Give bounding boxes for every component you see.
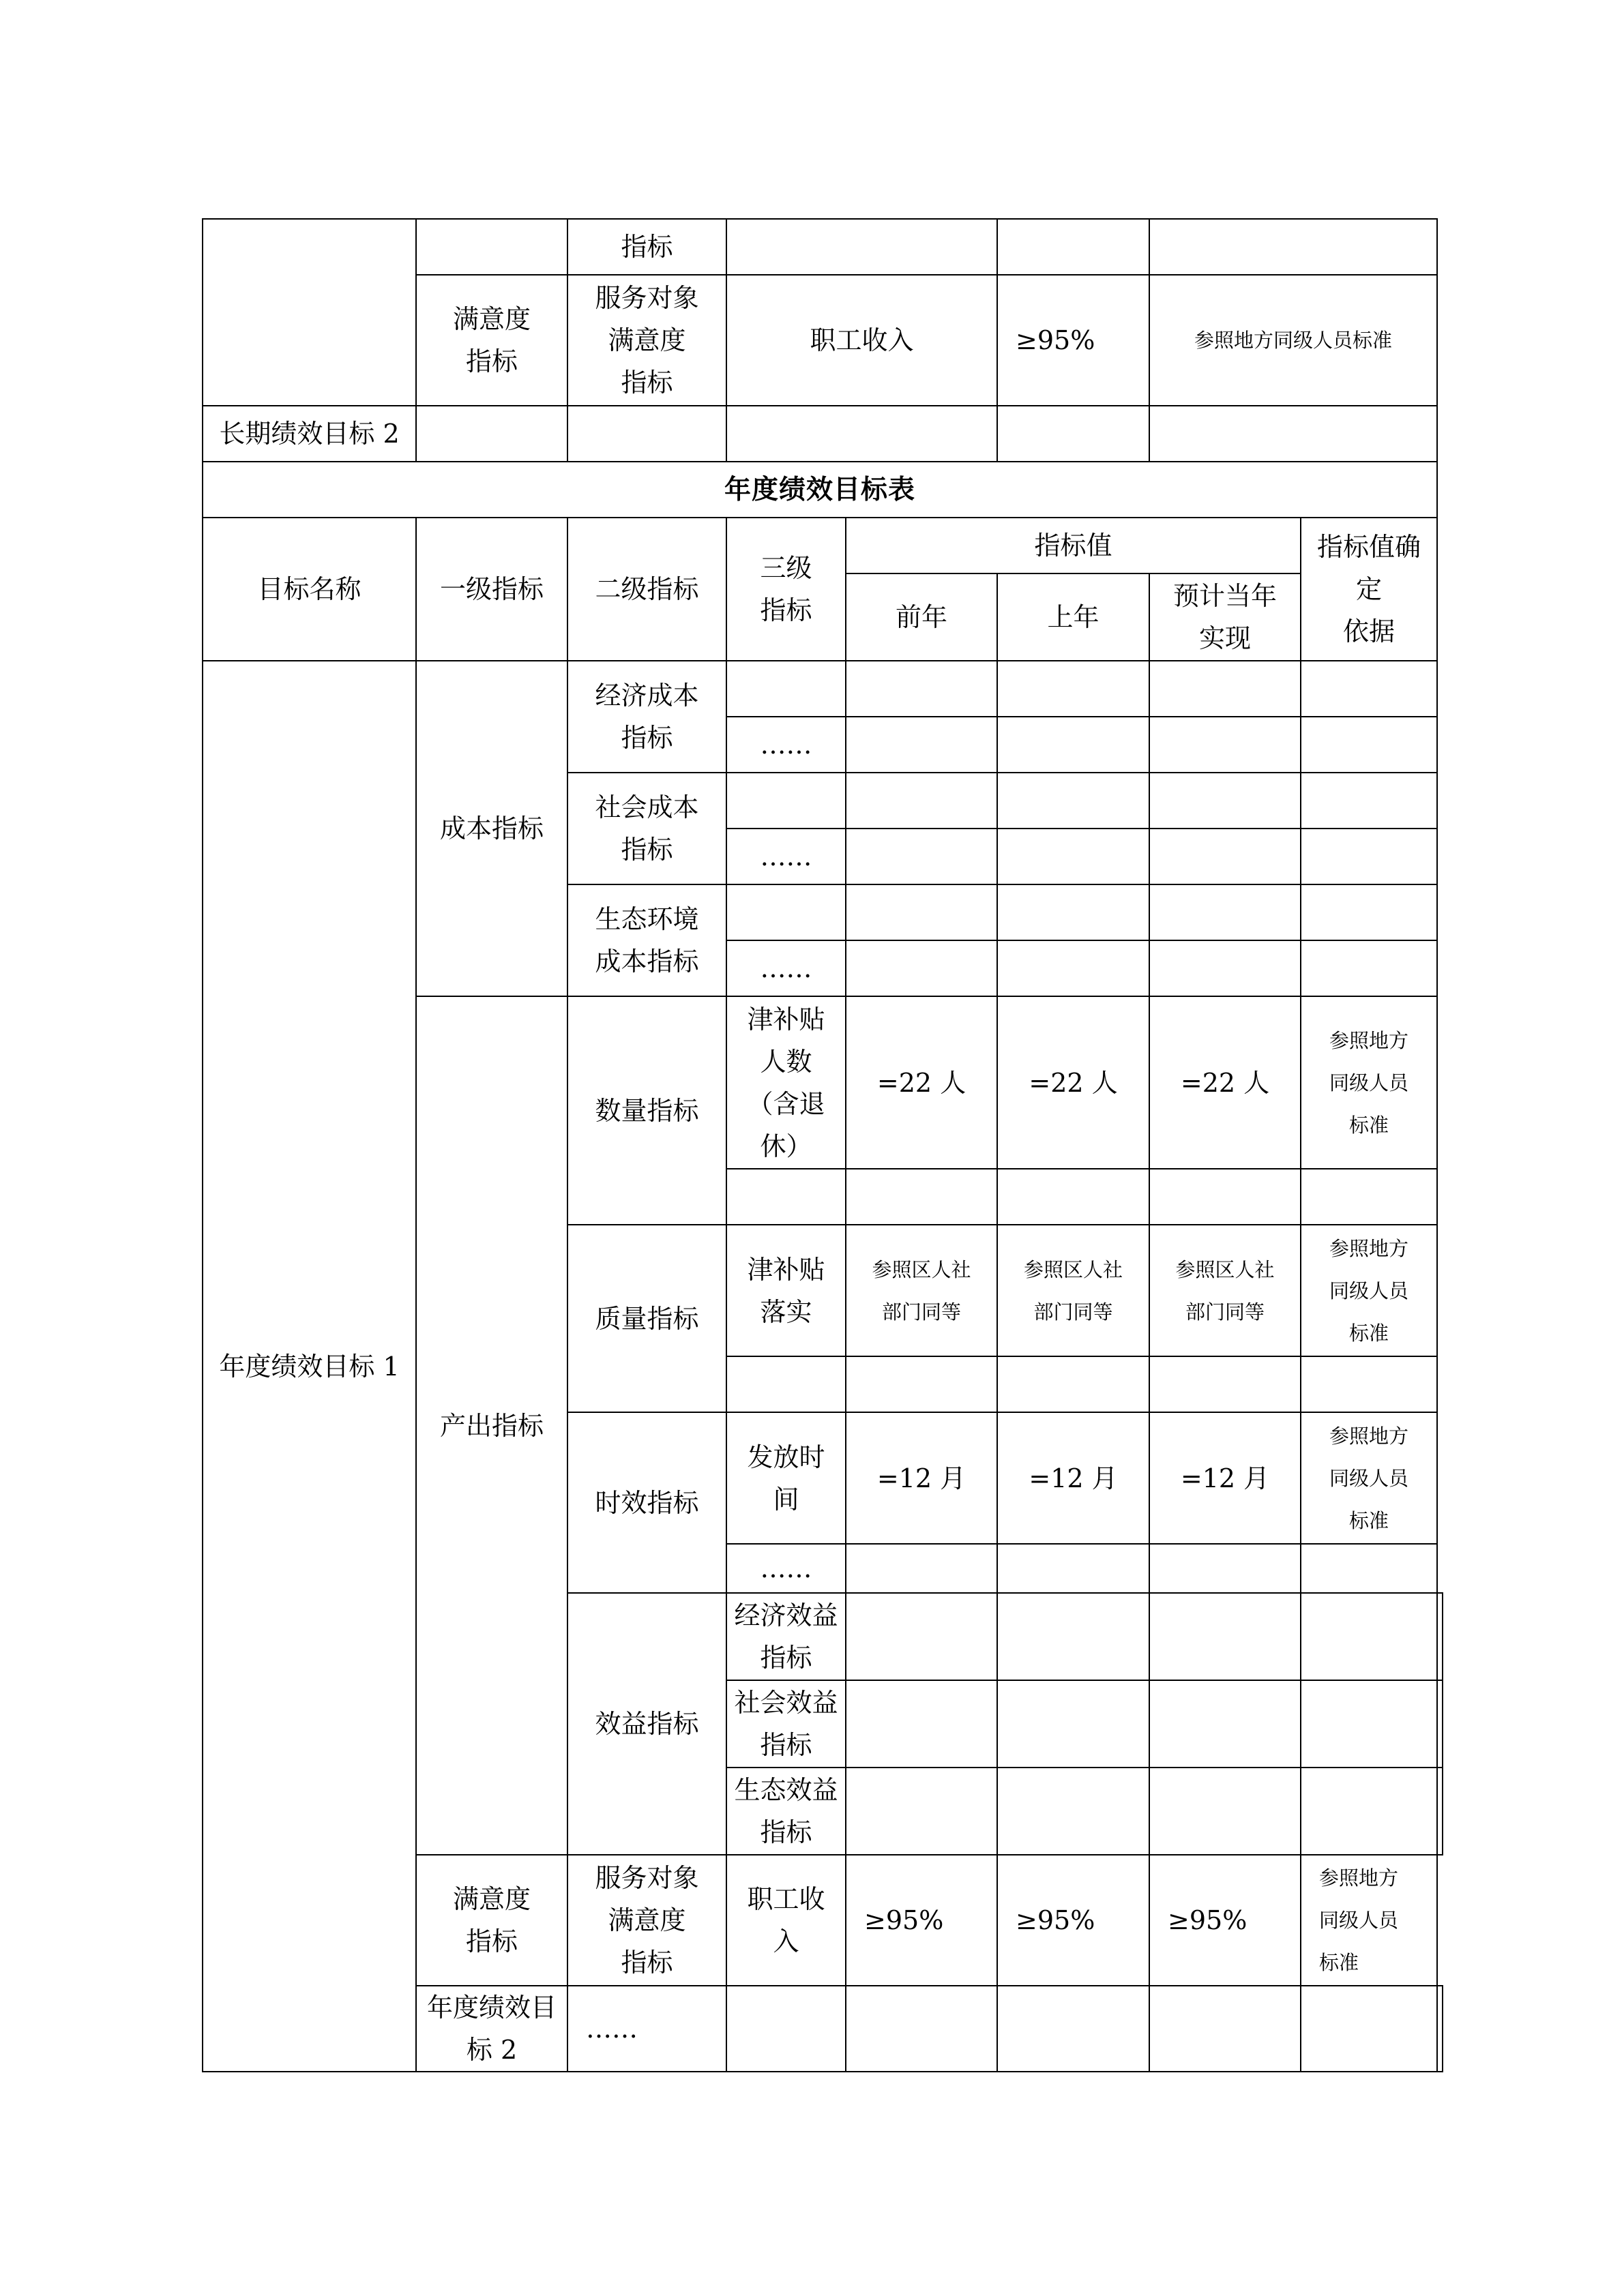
ecological-benefit-label: 生态效益 指标 [726,1768,846,1855]
satisfaction-level2: 服务对象 满意度 指标 [567,1855,726,1986]
header-indicator-value: 指标值 [846,518,1301,573]
level3-cell [726,406,997,462]
expected-cell: 参照区人社 部门同等 [1149,1225,1301,1356]
level3-cell [726,1169,846,1225]
table-row [203,661,1443,717]
prev-year-cell [846,940,997,996]
long-term-goal-2-label: 长期绩效目标 2 [203,406,416,462]
basis-cell: 参照地方 同级人员 标准 [1301,1225,1437,1356]
annual-goal-1-label: 年度绩效目标 1 [203,661,416,2072]
value-cell [997,219,1149,275]
level3-ellipsis: …… [726,717,846,773]
header-last-year: 上年 [997,573,1149,661]
level3-cell [726,773,846,829]
basis-cell: 参照地方 同级人员 标准 [1301,996,1437,1169]
expected-cell [1149,829,1301,884]
output-indicator-label: 产出指标 [416,996,567,1855]
expected-cell [1149,1169,1301,1225]
basis-cell [1149,219,1437,275]
header-level1: 一级指标 [416,518,567,661]
last-year-cell [997,884,1149,940]
basis-cell [1301,884,1437,940]
header-level3: 三级 指标 [726,518,846,661]
last-year-cell [997,661,1149,717]
level3-cell [846,1986,997,2072]
header-expected: 预计当年 实现 [1149,573,1301,661]
header-basis: 指标值确 定 依据 [1301,518,1437,661]
prev-year-cell: =22 人 [846,996,997,1169]
last-year-cell [997,1356,1149,1412]
basis-cell [1301,1169,1437,1225]
basis-cell [1301,661,1437,717]
level3-cell [726,1356,846,1412]
prev-year-cell [997,1593,1149,1680]
benefit-indicator-label: 效益指标 [567,1593,726,1855]
table-row [203,219,1443,275]
expected-cell [1301,1768,1437,1855]
level3-ellipsis: …… [726,829,846,884]
prev-year-cell [997,1768,1149,1855]
expected-cell [1301,1986,1437,2072]
expected-cell: ≥95% [1149,1855,1301,1986]
last-year-cell: 参照区人社 部门同等 [997,1225,1149,1356]
prev-year-cell [846,1544,997,1593]
level1-ellipsis: …… [567,1986,726,2072]
level2-cell: 指标 [567,219,726,275]
expected-cell: =12 月 [1149,1412,1301,1544]
basis-cell [1437,1680,1443,1768]
basis-cell [1301,829,1437,884]
expected-cell [1149,717,1301,773]
level3-cell [846,1593,997,1680]
prev-year-cell [846,717,997,773]
annual-table-title: 年度绩效目标表 [203,462,1437,518]
prev-year-cell [846,661,997,717]
prev-year-cell [846,773,997,829]
quantity-level3: 津补贴 人数 （含退 休） [726,996,846,1169]
quantity-indicator-label: 数量指标 [567,996,726,1225]
social-benefit-label: 社会效益 指标 [726,1680,846,1768]
level3-ellipsis: …… [726,1544,846,1593]
table-row [203,406,1443,462]
level3-cell [846,1768,997,1855]
expected-cell [1149,1544,1301,1593]
last-year-cell [1149,1680,1301,1768]
table-row [203,462,1443,518]
basis-cell [1149,406,1437,462]
level3-ellipsis: …… [726,940,846,996]
prev-year-cell [846,1169,997,1225]
last-year-cell [997,1169,1149,1225]
level2-cell: 服务对象 满意度 指标 [567,275,726,406]
level1-cell [416,219,567,275]
level3-cell [726,661,846,717]
basis-cell [1301,1356,1437,1412]
value-cell [997,406,1149,462]
social-cost-label: 社会成本 指标 [567,773,726,884]
ecological-cost-label: 生态环境 成本指标 [567,884,726,996]
annual-goal-2-label: 年度绩效目标 2 [416,1986,567,2072]
basis-cell: 参照地方 同级人员 标准 [1301,1855,1437,1986]
basis-cell [1437,1768,1443,1855]
last-year-cell [997,717,1149,773]
header-goal-name: 目标名称 [203,518,416,661]
last-year-cell [997,773,1149,829]
value-cell: ≥95% [997,275,1149,406]
last-year-cell: =12 月 [997,1412,1149,1544]
last-year-cell [997,940,1149,996]
header-prev-year: 前年 [846,573,997,661]
last-year-cell [997,1544,1149,1593]
expected-cell [1149,1356,1301,1412]
basis-cell [1301,773,1437,829]
performance-goal-table [202,218,1443,2072]
timeliness-indicator-label: 时效指标 [567,1412,726,1593]
basis-cell [1301,717,1437,773]
performance-goal-document [202,218,1443,2072]
prev-year-cell [997,1680,1149,1768]
long-term-goal-1-continued-cell [203,219,416,406]
last-year-cell [1149,1768,1301,1855]
expected-cell [1149,884,1301,940]
prev-year-cell [997,1986,1149,2072]
last-year-cell [1149,1593,1301,1680]
prev-year-cell [846,829,997,884]
header-row [203,518,1443,573]
last-year-cell: =22 人 [997,996,1149,1169]
expected-cell [1149,773,1301,829]
basis-cell [1437,1986,1443,2072]
basis-cell [1301,940,1437,996]
cost-indicator-label: 成本指标 [416,661,567,996]
level2-cell [726,1986,846,2072]
header-level2: 二级指标 [567,518,726,661]
quality-level3: 津补贴 落实 [726,1225,846,1356]
quality-indicator-label: 质量指标 [567,1225,726,1412]
level3-cell [726,219,997,275]
last-year-cell [1149,1986,1301,2072]
last-year-cell [997,829,1149,884]
timeliness-level3: 发放时 间 [726,1412,846,1544]
basis-cell [1437,1593,1443,1680]
expected-cell: =22 人 [1149,996,1301,1169]
prev-year-cell [846,884,997,940]
prev-year-cell: ≥95% [846,1855,997,1986]
economic-benefit-label: 经济效益 指标 [726,1593,846,1680]
satisfaction-indicator-label: 满意度 指标 [416,1855,567,1986]
level3-cell [726,884,846,940]
level1-cell: 满意度 指标 [416,275,567,406]
basis-cell [1301,1544,1437,1593]
prev-year-cell: 参照区人社 部门同等 [846,1225,997,1356]
expected-cell [1149,940,1301,996]
last-year-cell: ≥95% [997,1855,1149,1986]
expected-cell [1301,1593,1437,1680]
prev-year-cell: =12 月 [846,1412,997,1544]
satisfaction-level3: 职工收 入 [726,1855,846,1986]
expected-cell [1301,1680,1437,1768]
level3-cell: 职工收入 [726,275,997,406]
level2-cell [567,406,726,462]
level1-cell [416,406,567,462]
basis-cell: 参照地方 同级人员 标准 [1301,1412,1437,1544]
prev-year-cell [846,1356,997,1412]
expected-cell [1149,661,1301,717]
level3-cell [846,1680,997,1768]
economic-cost-label: 经济成本 指标 [567,661,726,773]
basis-cell: 参照地方同级人员标准 [1149,275,1437,406]
